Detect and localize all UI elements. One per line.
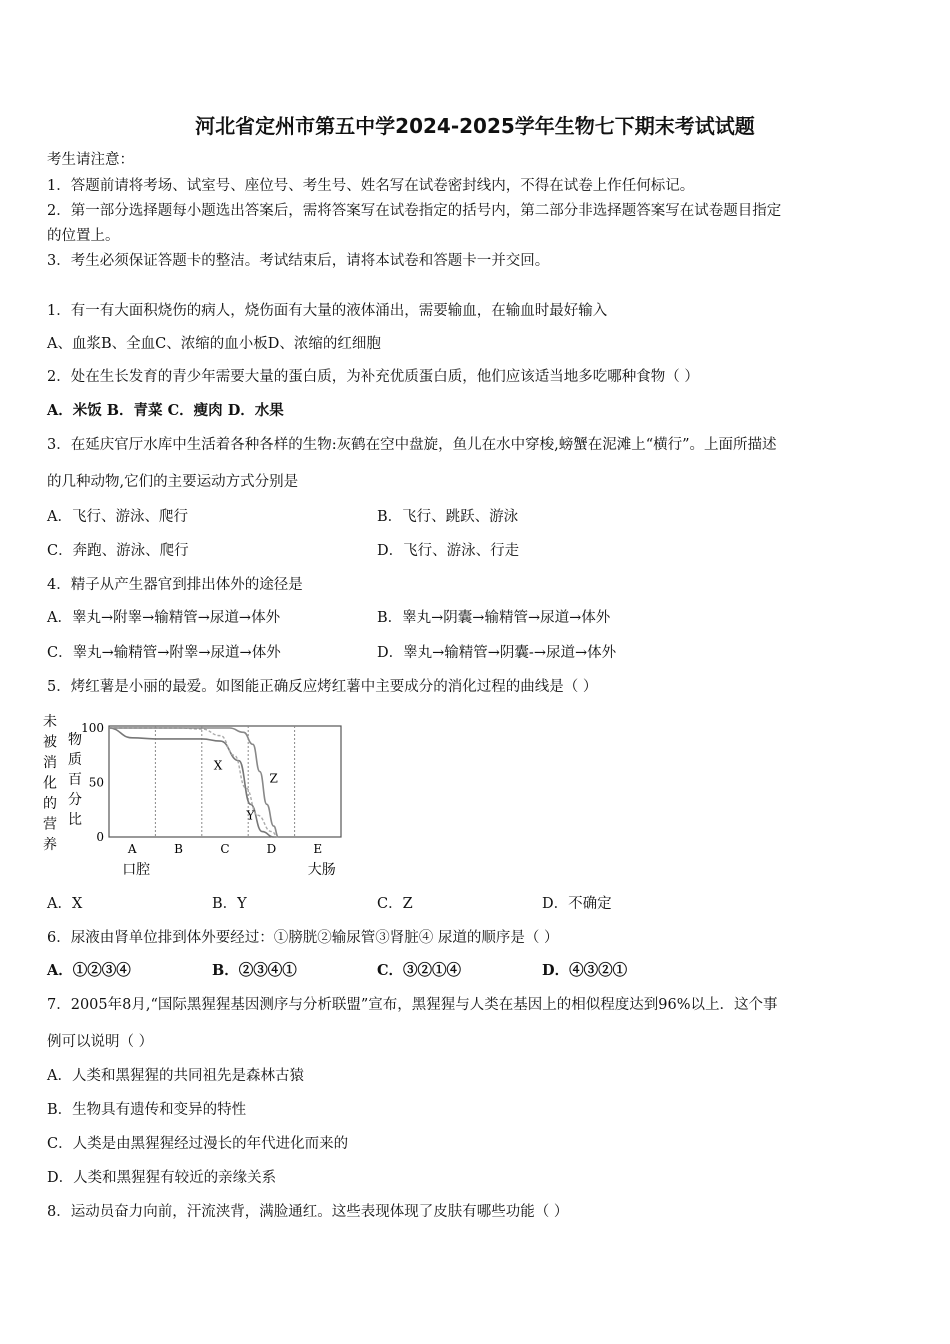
y-label-char: 的 [43,796,57,812]
q7-stem-cont: 例可以说明（ ） [47,1034,154,1050]
y-label-char: 养 [43,837,57,853]
q7-option-d: D．人类和黑猩猩有较近的亲缘关系 [47,1170,277,1186]
x-category-label: B [174,842,184,856]
q2-options: A．米饭 B．青菜 C．瘦肉 D．水果 [47,402,284,419]
digestion-chart [40,710,350,885]
q3-option-c: C．奔跑、游泳、爬行 [47,543,189,559]
q3-stem: 3．在延庆官厅水库中生活着各种各样的生物:灰鹤在空中盘旋，鱼儿在水中穿梭,螃蟹在泥滩上“横行”。上面所描述 [47,437,777,453]
y-inner-label-char: 比 [68,812,82,828]
x-category-label: E [313,842,323,856]
y-inner-label-char: 分 [68,792,82,808]
q2-stem: 2．处在生长发育的青少年需要大量的蛋白质，为补充优质蛋白质，他们应该适当地多吃哪种食物（ ） [47,369,699,385]
q5-stem: 5．烤红薯是小丽的最爱。如图能正确反应烤红薯中主要成分的消化过程的曲线是（ ） [47,679,598,695]
y-inner-label-char: 物 [68,732,82,748]
y-tick-label: 0 [96,830,104,844]
q7-option-b: B．生物具有遗传和变异的特性 [47,1102,247,1118]
q4-option-b: B．睾丸→阴囊→输精管→尿道→体外 [377,610,611,626]
q5-option-a: A．X [47,896,83,912]
q5-option-c: C．Z [377,896,413,912]
q6-option-c: C．③②①④ [377,962,462,979]
q3-option-b: B．飞行、跳跃、游泳 [377,509,519,525]
y-axis-inner-label [68,731,82,828]
q8-stem: 8．运动员奋力向前，汗流浃背，满脸通红。这些表现体现了皮肤有哪些功能（ ） [47,1204,569,1220]
series-label-x: X [213,758,223,773]
notice-heading: 考生请注意： [47,152,134,168]
y-label-char: 化 [43,775,57,792]
y-label-char: 消 [43,755,57,771]
notice-item: 的位置上。 [47,228,120,244]
q4-option-c: C．睾丸→输精管→附睾→尿道→体外 [47,645,281,661]
q6-option-a: A．①②③④ [47,962,131,979]
q3-option-a: A．飞行、游泳、爬行 [47,509,188,525]
q6-stem: 6．尿液由肾单位排到体外要经过：①膀胱②输尿管③肾脏④ 尿道的顺序是（ ） [47,930,559,946]
y-tick-label: 100 [81,721,104,735]
x-category-note: 大肠 [307,862,336,878]
q5-option-d: D．不确定 [542,896,612,912]
q7-stem: 7．2005年8月,“国际黑猩猩基因测序与分析联盟”宣布，黑猩猩与人类在基因上的相似程度达到96%以上．这个事 [47,997,778,1013]
y-inner-label-char: 质 [68,752,82,768]
x-category-label: D [266,842,277,856]
y-label-char: 未 [43,714,57,730]
q6-option-b: B．②③④① [212,962,297,979]
q5-option-b: B．Y [212,896,247,912]
y-inner-label-char: 百 [68,772,82,788]
series-label-z: Z [269,771,278,786]
notice-item: 1．答题前请将考场、试室号、座位号、考生号、姓名写在试卷密封线内，不得在试卷上作任何标记。 [47,178,695,194]
q4-stem: 4．精子从产生器官到排出体外的途径是 [47,577,303,593]
y-tick-label: 50 [88,775,104,790]
q7-option-c: C．人类是由黑猩猩经过漫长的年代进化而来的 [47,1136,349,1152]
q3-stem-cont: 的几种动物,它们的主要运动方式分别是 [47,474,299,490]
q3-option-d: D．飞行、游泳、行走 [377,543,520,559]
y-axis-outer-label [43,713,57,853]
q4-option-a: A．睾丸→附睾→输精管→尿道→体外 [47,610,281,626]
series-label-y: Y [246,808,255,823]
notice-item: 3．考生必须保证答题卡的整洁。考试结束后，请将本试卷和答题卡一并交回。 [47,253,550,269]
q6-option-d: D．④③②① [542,962,628,979]
notice-item: 2．第一部分选择题每小题选出答案后，需将答案写在试卷指定的括号内，第二部分非选择题答案写在试卷题目指定 [47,203,782,219]
q7-option-a: A．人类和黑猩猩的共同祖先是森林古猿 [47,1068,304,1084]
page-title: 河北省定州市第五中学2024-2025学年生物七下期末考试试题 [195,114,755,138]
y-label-char: 被 [43,734,57,751]
x-category-label: A [127,842,137,856]
y-label-char: 营 [43,816,57,833]
q4-option-d: D．睾丸→输精管→阴囊-→尿道→体外 [377,645,617,661]
q1-stem: 1．有一有大面积烧伤的病人，烧伤面有大量的液体涌出，需要输血，在输血时最好输入 [47,303,608,319]
x-category-label: C [220,842,230,856]
q1-options: A、血浆B、全血C、浓缩的血小板D、浓缩的红细胞 [47,336,381,352]
x-category-note: 口腔 [122,862,151,878]
